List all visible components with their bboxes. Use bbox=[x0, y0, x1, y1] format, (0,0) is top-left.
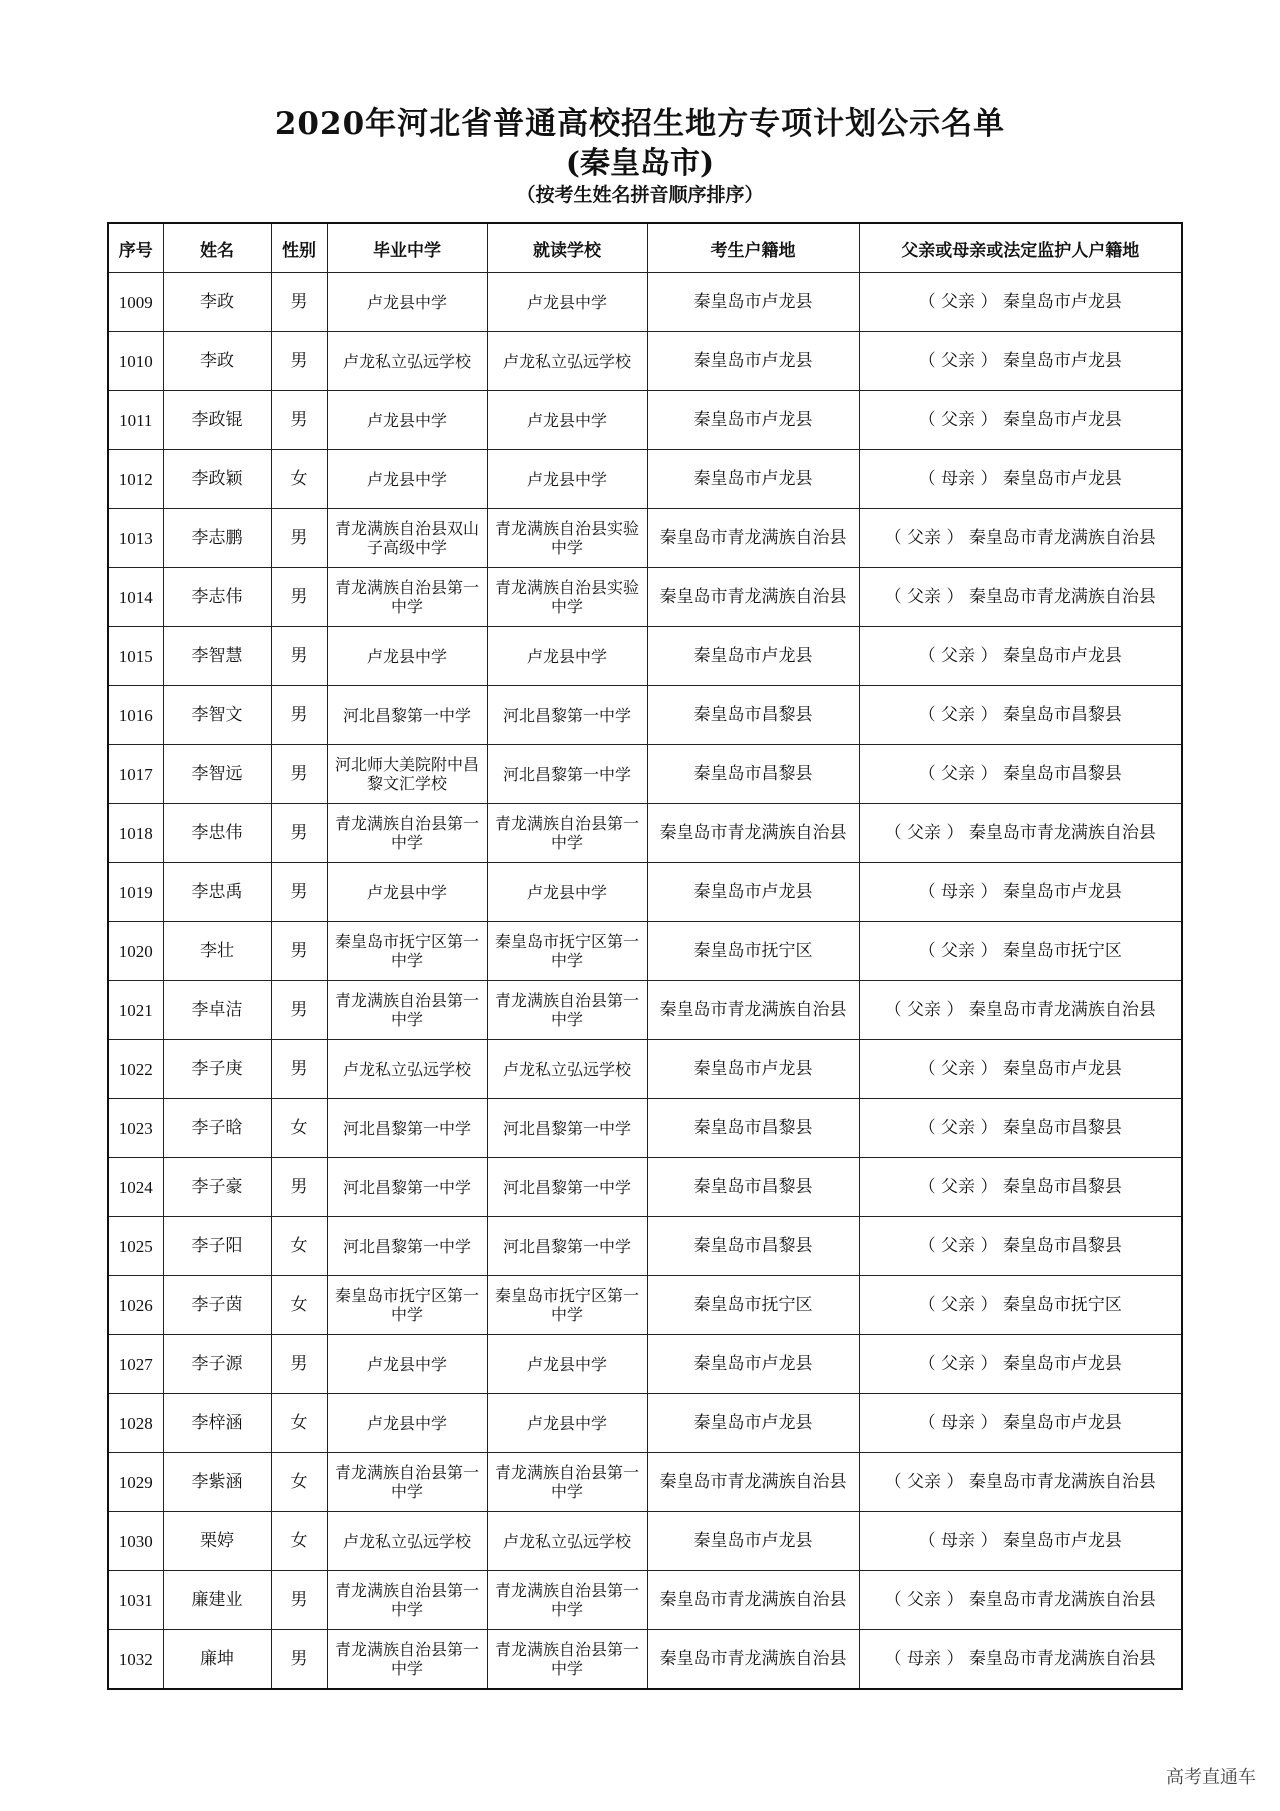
cell-guardian-household: （ 母亲 ） 秦皇岛市卢龙县 bbox=[859, 450, 1182, 509]
cell-grad-school: 卢龙县中学 bbox=[327, 450, 487, 509]
table-row bbox=[108, 1335, 1182, 1394]
table-row bbox=[108, 1099, 1182, 1158]
cell-gender: 男 bbox=[271, 804, 327, 863]
cell-current-school: 卢龙县中学 bbox=[487, 273, 647, 332]
cell-seq: 1014 bbox=[108, 568, 163, 627]
cell-seq: 1022 bbox=[108, 1040, 163, 1099]
cell-seq: 1031 bbox=[108, 1571, 163, 1630]
cell-gender: 男 bbox=[271, 1158, 327, 1217]
cell-gender: 男 bbox=[271, 922, 327, 981]
watermark: 高考直通车 bbox=[1166, 1767, 1256, 1788]
cell-name: 李忠禹 bbox=[163, 863, 271, 922]
column-header-household: 考生户籍地 bbox=[647, 223, 859, 273]
cell-guardian-household: （ 父亲 ） 秦皇岛市昌黎县 bbox=[859, 745, 1182, 804]
cell-seq: 1016 bbox=[108, 686, 163, 745]
cell-guardian-household: （ 母亲 ） 秦皇岛市卢龙县 bbox=[859, 1394, 1182, 1453]
cell-name: 李智慧 bbox=[163, 627, 271, 686]
cell-current-school: 卢龙县中学 bbox=[487, 627, 647, 686]
table-row bbox=[108, 450, 1182, 509]
cell-grad-school: 秦皇岛市抚宁区第一中学 bbox=[327, 922, 487, 981]
column-header-gender: 性别 bbox=[271, 223, 327, 273]
cell-household: 秦皇岛市青龙满族自治县 bbox=[647, 1630, 859, 1690]
cell-guardian-household: （ 父亲 ） 秦皇岛市昌黎县 bbox=[859, 1217, 1182, 1276]
cell-name: 李梓涵 bbox=[163, 1394, 271, 1453]
cell-gender: 男 bbox=[271, 391, 327, 450]
cell-seq: 1020 bbox=[108, 922, 163, 981]
cell-guardian-household: （ 父亲 ） 秦皇岛市昌黎县 bbox=[859, 686, 1182, 745]
cell-guardian-household: （ 父亲 ） 秦皇岛市卢龙县 bbox=[859, 1335, 1182, 1394]
cell-household: 秦皇岛市青龙满族自治县 bbox=[647, 1571, 859, 1630]
cell-household: 秦皇岛市卢龙县 bbox=[647, 332, 859, 391]
table-row bbox=[108, 509, 1182, 568]
table-row bbox=[108, 273, 1182, 332]
table-row bbox=[108, 627, 1182, 686]
cell-household: 秦皇岛市青龙满族自治县 bbox=[647, 568, 859, 627]
cell-household: 秦皇岛市卢龙县 bbox=[647, 863, 859, 922]
cell-seq: 1017 bbox=[108, 745, 163, 804]
cell-name: 李子晗 bbox=[163, 1099, 271, 1158]
cell-household: 秦皇岛市抚宁区 bbox=[647, 1276, 859, 1335]
cell-household: 秦皇岛市青龙满族自治县 bbox=[647, 509, 859, 568]
cell-current-school: 卢龙私立弘远学校 bbox=[487, 1512, 647, 1571]
column-header-grad-school: 毕业中学 bbox=[327, 223, 487, 273]
cell-seq: 1024 bbox=[108, 1158, 163, 1217]
table-row bbox=[108, 1276, 1182, 1335]
cell-seq: 1030 bbox=[108, 1512, 163, 1571]
cell-seq: 1032 bbox=[108, 1630, 163, 1690]
table-row bbox=[108, 1158, 1182, 1217]
cell-current-school: 青龙满族自治县第一中学 bbox=[487, 1453, 647, 1512]
cell-seq: 1018 bbox=[108, 804, 163, 863]
cell-grad-school: 青龙满族自治县第一中学 bbox=[327, 1453, 487, 1512]
cell-guardian-household: （ 父亲 ） 秦皇岛市抚宁区 bbox=[859, 1276, 1182, 1335]
cell-grad-school: 卢龙县中学 bbox=[327, 273, 487, 332]
cell-guardian-household: （ 母亲 ） 秦皇岛市青龙满族自治县 bbox=[859, 1630, 1182, 1690]
cell-household: 秦皇岛市卢龙县 bbox=[647, 1394, 859, 1453]
table-row bbox=[108, 391, 1182, 450]
cell-gender: 男 bbox=[271, 1630, 327, 1690]
cell-grad-school: 卢龙私立弘远学校 bbox=[327, 1512, 487, 1571]
cell-current-school: 河北昌黎第一中学 bbox=[487, 1099, 647, 1158]
cell-household: 秦皇岛市卢龙县 bbox=[647, 273, 859, 332]
cell-seq: 1015 bbox=[108, 627, 163, 686]
cell-household: 秦皇岛市青龙满族自治县 bbox=[647, 1453, 859, 1512]
cell-gender: 男 bbox=[271, 1335, 327, 1394]
cell-grad-school: 卢龙县中学 bbox=[327, 391, 487, 450]
cell-seq: 1010 bbox=[108, 332, 163, 391]
cell-name: 李智文 bbox=[163, 686, 271, 745]
table-row bbox=[108, 1512, 1182, 1571]
table-row bbox=[108, 1217, 1182, 1276]
cell-current-school: 河北昌黎第一中学 bbox=[487, 1158, 647, 1217]
table-row bbox=[108, 1571, 1182, 1630]
cell-household: 秦皇岛市昌黎县 bbox=[647, 1099, 859, 1158]
cell-seq: 1011 bbox=[108, 391, 163, 450]
cell-guardian-household: （ 父亲 ） 秦皇岛市卢龙县 bbox=[859, 332, 1182, 391]
cell-name: 廉坤 bbox=[163, 1630, 271, 1690]
cell-grad-school: 青龙满族自治县双山子高级中学 bbox=[327, 509, 487, 568]
cell-current-school: 青龙满族自治县第一中学 bbox=[487, 981, 647, 1040]
cell-seq: 1013 bbox=[108, 509, 163, 568]
cell-name: 李卓洁 bbox=[163, 981, 271, 1040]
cell-gender: 女 bbox=[271, 450, 327, 509]
cell-seq: 1021 bbox=[108, 981, 163, 1040]
table-row bbox=[108, 1453, 1182, 1512]
cell-seq: 1012 bbox=[108, 450, 163, 509]
cell-name: 李智远 bbox=[163, 745, 271, 804]
cell-grad-school: 卢龙县中学 bbox=[327, 863, 487, 922]
cell-grad-school: 青龙满族自治县第一中学 bbox=[327, 568, 487, 627]
cell-household: 秦皇岛市青龙满族自治县 bbox=[647, 804, 859, 863]
cell-name: 李政 bbox=[163, 273, 271, 332]
cell-household: 秦皇岛市昌黎县 bbox=[647, 1158, 859, 1217]
cell-seq: 1027 bbox=[108, 1335, 163, 1394]
cell-gender: 男 bbox=[271, 745, 327, 804]
cell-seq: 1009 bbox=[108, 273, 163, 332]
cell-grad-school: 青龙满族自治县第一中学 bbox=[327, 1571, 487, 1630]
cell-gender: 女 bbox=[271, 1217, 327, 1276]
cell-household: 秦皇岛市卢龙县 bbox=[647, 391, 859, 450]
cell-gender: 男 bbox=[271, 863, 327, 922]
admission-list-table bbox=[107, 222, 1183, 1690]
cell-household: 秦皇岛市卢龙县 bbox=[647, 1512, 859, 1571]
cell-guardian-household: （ 父亲 ） 秦皇岛市卢龙县 bbox=[859, 1040, 1182, 1099]
cell-household: 秦皇岛市卢龙县 bbox=[647, 450, 859, 509]
cell-grad-school: 青龙满族自治县第一中学 bbox=[327, 981, 487, 1040]
cell-gender: 男 bbox=[271, 273, 327, 332]
cell-name: 李志鹏 bbox=[163, 509, 271, 568]
cell-gender: 女 bbox=[271, 1394, 327, 1453]
cell-current-school: 秦皇岛市抚宁区第一中学 bbox=[487, 922, 647, 981]
cell-current-school: 青龙满族自治县第一中学 bbox=[487, 1571, 647, 1630]
cell-seq: 1028 bbox=[108, 1394, 163, 1453]
cell-household: 秦皇岛市卢龙县 bbox=[647, 1040, 859, 1099]
cell-current-school: 河北昌黎第一中学 bbox=[487, 686, 647, 745]
cell-gender: 男 bbox=[271, 1040, 327, 1099]
cell-household: 秦皇岛市昌黎县 bbox=[647, 686, 859, 745]
cell-grad-school: 秦皇岛市抚宁区第一中学 bbox=[327, 1276, 487, 1335]
table-row bbox=[108, 1394, 1182, 1453]
table-row bbox=[108, 1630, 1182, 1690]
table-row bbox=[108, 332, 1182, 391]
cell-household: 秦皇岛市卢龙县 bbox=[647, 1335, 859, 1394]
table-row bbox=[108, 804, 1182, 863]
cell-name: 李忠伟 bbox=[163, 804, 271, 863]
cell-guardian-household: （ 父亲 ） 秦皇岛市青龙满族自治县 bbox=[859, 804, 1182, 863]
column-header-name: 姓名 bbox=[163, 223, 271, 273]
cell-name: 李子豪 bbox=[163, 1158, 271, 1217]
cell-current-school: 卢龙私立弘远学校 bbox=[487, 1040, 647, 1099]
table-row bbox=[108, 863, 1182, 922]
cell-seq: 1019 bbox=[108, 863, 163, 922]
cell-seq: 1029 bbox=[108, 1453, 163, 1512]
cell-guardian-household: （ 父亲 ） 秦皇岛市青龙满族自治县 bbox=[859, 981, 1182, 1040]
cell-current-school: 青龙满族自治县实验中学 bbox=[487, 509, 647, 568]
cell-gender: 女 bbox=[271, 1453, 327, 1512]
cell-guardian-household: （ 父亲 ） 秦皇岛市昌黎县 bbox=[859, 1158, 1182, 1217]
page-title: 2020年河北省普通高校招生地方专项计划公示名单 bbox=[274, 106, 1006, 142]
cell-grad-school: 河北昌黎第一中学 bbox=[327, 1099, 487, 1158]
table-row bbox=[108, 745, 1182, 804]
cell-current-school: 秦皇岛市抚宁区第一中学 bbox=[487, 1276, 647, 1335]
cell-current-school: 青龙满族自治县第一中学 bbox=[487, 1630, 647, 1690]
cell-guardian-household: （ 母亲 ） 秦皇岛市卢龙县 bbox=[859, 863, 1182, 922]
cell-name: 李子庚 bbox=[163, 1040, 271, 1099]
cell-guardian-household: （ 父亲 ） 秦皇岛市卢龙县 bbox=[859, 273, 1182, 332]
column-header-guardian-household: 父亲或母亲或法定监护人户籍地 bbox=[859, 223, 1182, 273]
cell-guardian-household: （ 父亲 ） 秦皇岛市青龙满族自治县 bbox=[859, 1571, 1182, 1630]
table-row bbox=[108, 981, 1182, 1040]
cell-name: 李政 bbox=[163, 332, 271, 391]
cell-gender: 男 bbox=[271, 332, 327, 391]
cell-current-school: 卢龙私立弘远学校 bbox=[487, 332, 647, 391]
cell-guardian-household: （ 父亲 ） 秦皇岛市卢龙县 bbox=[859, 391, 1182, 450]
table-body bbox=[108, 273, 1182, 1690]
cell-gender: 男 bbox=[271, 568, 327, 627]
cell-grad-school: 河北师大美院附中昌黎文汇学校 bbox=[327, 745, 487, 804]
cell-grad-school: 卢龙县中学 bbox=[327, 1394, 487, 1453]
cell-household: 秦皇岛市卢龙县 bbox=[647, 627, 859, 686]
cell-current-school: 卢龙县中学 bbox=[487, 1335, 647, 1394]
table-row bbox=[108, 922, 1182, 981]
cell-current-school: 河北昌黎第一中学 bbox=[487, 745, 647, 804]
cell-name: 李子阳 bbox=[163, 1217, 271, 1276]
cell-gender: 男 bbox=[271, 686, 327, 745]
cell-household: 秦皇岛市青龙满族自治县 bbox=[647, 981, 859, 1040]
cell-current-school: 卢龙县中学 bbox=[487, 1394, 647, 1453]
cell-grad-school: 河北昌黎第一中学 bbox=[327, 1217, 487, 1276]
cell-gender: 男 bbox=[271, 509, 327, 568]
cell-grad-school: 河北昌黎第一中学 bbox=[327, 686, 487, 745]
table-row bbox=[108, 568, 1182, 627]
cell-name: 李紫涵 bbox=[163, 1453, 271, 1512]
cell-guardian-household: （ 父亲 ） 秦皇岛市青龙满族自治县 bbox=[859, 568, 1182, 627]
cell-current-school: 青龙满族自治县实验中学 bbox=[487, 568, 647, 627]
cell-name: 李壮 bbox=[163, 922, 271, 981]
sort-order-note: （按考生姓名拼音顺序排序） bbox=[516, 184, 764, 206]
cell-household: 秦皇岛市昌黎县 bbox=[647, 1217, 859, 1276]
cell-guardian-household: （ 父亲 ） 秦皇岛市青龙满族自治县 bbox=[859, 1453, 1182, 1512]
cell-household: 秦皇岛市昌黎县 bbox=[647, 745, 859, 804]
cell-name: 李志伟 bbox=[163, 568, 271, 627]
cell-household: 秦皇岛市抚宁区 bbox=[647, 922, 859, 981]
cell-current-school: 卢龙县中学 bbox=[487, 391, 647, 450]
cell-grad-school: 卢龙私立弘远学校 bbox=[327, 332, 487, 391]
cell-gender: 男 bbox=[271, 1571, 327, 1630]
cell-grad-school: 卢龙私立弘远学校 bbox=[327, 1040, 487, 1099]
cell-gender: 男 bbox=[271, 981, 327, 1040]
cell-guardian-household: （ 父亲 ） 秦皇岛市青龙满族自治县 bbox=[859, 509, 1182, 568]
cell-current-school: 河北昌黎第一中学 bbox=[487, 1217, 647, 1276]
cell-guardian-household: （ 父亲 ） 秦皇岛市抚宁区 bbox=[859, 922, 1182, 981]
page-subtitle: (秦皇岛市) bbox=[565, 146, 715, 181]
cell-gender: 女 bbox=[271, 1276, 327, 1335]
cell-name: 李子茵 bbox=[163, 1276, 271, 1335]
table-row bbox=[108, 686, 1182, 745]
column-header-current-school: 就读学校 bbox=[487, 223, 647, 273]
cell-current-school: 青龙满族自治县第一中学 bbox=[487, 804, 647, 863]
cell-guardian-household: （ 父亲 ） 秦皇岛市昌黎县 bbox=[859, 1099, 1182, 1158]
cell-name: 李子源 bbox=[163, 1335, 271, 1394]
table-row bbox=[108, 1040, 1182, 1099]
cell-grad-school: 青龙满族自治县第一中学 bbox=[327, 804, 487, 863]
cell-name: 廉建业 bbox=[163, 1571, 271, 1630]
cell-gender: 女 bbox=[271, 1099, 327, 1158]
table-header-row bbox=[108, 223, 1182, 273]
cell-grad-school: 卢龙县中学 bbox=[327, 1335, 487, 1394]
column-header-seq: 序号 bbox=[108, 223, 163, 273]
cell-seq: 1026 bbox=[108, 1276, 163, 1335]
cell-current-school: 卢龙县中学 bbox=[487, 863, 647, 922]
cell-seq: 1025 bbox=[108, 1217, 163, 1276]
cell-gender: 女 bbox=[271, 1512, 327, 1571]
cell-guardian-household: （ 父亲 ） 秦皇岛市卢龙县 bbox=[859, 627, 1182, 686]
cell-current-school: 卢龙县中学 bbox=[487, 450, 647, 509]
cell-grad-school: 河北昌黎第一中学 bbox=[327, 1158, 487, 1217]
cell-guardian-household: （ 母亲 ） 秦皇岛市卢龙县 bbox=[859, 1512, 1182, 1571]
cell-seq: 1023 bbox=[108, 1099, 163, 1158]
cell-name: 栗婷 bbox=[163, 1512, 271, 1571]
cell-name: 李政颖 bbox=[163, 450, 271, 509]
cell-grad-school: 青龙满族自治县第一中学 bbox=[327, 1630, 487, 1690]
cell-gender: 男 bbox=[271, 627, 327, 686]
cell-grad-school: 卢龙县中学 bbox=[327, 627, 487, 686]
cell-name: 李政锟 bbox=[163, 391, 271, 450]
